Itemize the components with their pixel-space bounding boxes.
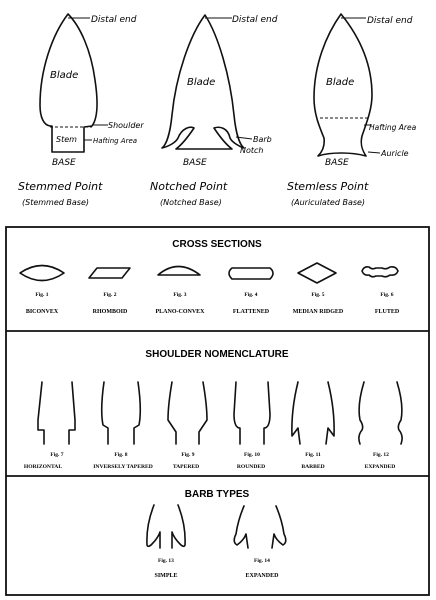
rounded-shoulder-shape [234,382,270,444]
horizontal-shoulder-shape [38,382,75,444]
fig-label: Fig. 4 [244,292,258,298]
fig-label: Fig. 11 [305,452,321,458]
biconvex-shape [20,266,64,281]
shoulder-name: HORIZONTAL [23,464,63,470]
fig-label: Fig. 13 [158,558,174,564]
shoulder-captions [24,452,395,470]
fig-label: Fig. 9 [181,452,195,458]
plano-convex-shape [158,267,200,276]
fig-label: Fig. 7 [50,452,64,458]
cross-section-name: BICONVEX [25,309,59,315]
reference-panel-frame [6,227,429,595]
cross-section-shapes [20,263,398,283]
fig-label: Fig. 3 [173,292,187,298]
shoulder-nomenclature-title: SHOULDER NOMENCLATURE [145,349,289,360]
notched-point-title: Notched Point [150,180,228,193]
auricle-leader [368,152,380,153]
shoulder-name: EXPANDED [364,464,396,470]
barb-label: Barb [253,135,272,144]
stemless-point-figure [314,14,417,168]
distal-label: Distal end [91,15,137,25]
shoulder-shapes [38,382,402,444]
simple-barb-shape [147,505,185,548]
stemmed-point-outline [40,14,97,152]
fluted-shape [362,267,398,277]
tapered-shoulder-shape [168,382,207,444]
hafting-label: Hafting Area [93,137,138,145]
distal-label: Distal end [367,16,413,26]
base-label: BASE [183,158,207,168]
fig-label: Fig. 6 [380,292,394,298]
fig-label: Fig. 2 [103,292,117,298]
cross-section-name: PLANO-CONVEX [155,309,205,315]
auricle-label: Auricle [381,149,409,158]
stem-label: Stem [56,135,77,144]
shoulder-name: BARBED [301,464,325,470]
blade-label: Blade [187,77,216,88]
stemless-point-title: Stemless Point [287,180,369,193]
blade-label: Blade [50,70,79,81]
stemmed-point-subtitle: (Stemmed Base) [22,198,89,207]
cross-section-name: MEDIAN RIDGED [292,309,344,315]
base-label: BASE [52,158,76,168]
cross-section-captions [26,292,400,315]
notched-point-subtitle: (Notched Base) [160,198,222,207]
notch-label: Notch [240,146,264,155]
fig-label: Fig. 14 [254,558,270,564]
fig-label: Fig. 1 [35,292,49,298]
distal-label: Distal end [232,15,278,25]
barbed-shoulder-shape [292,382,334,444]
hafting-label: Hafting Area [369,123,417,132]
cross-section-name: RHOMBOID [92,309,128,315]
barb-name: EXPANDED [245,573,279,579]
blade-label: Blade [326,77,355,88]
shoulder-name: TAPERED [172,464,200,470]
fig-label: Fig. 5 [311,292,325,298]
shoulder-name: INVERSELY TAPERED [93,464,153,470]
shoulder-name: ROUNDED [236,464,266,470]
cross-section-name: FLATTENED [232,309,270,315]
base-label: BASE [325,158,349,168]
barb-captions [154,558,279,579]
fig-label: Fig. 12 [373,452,389,458]
expanded-barb-shape [234,506,286,548]
fig-label: Fig. 8 [114,452,128,458]
inversely-tapered-shoulder-shape [102,382,141,444]
stemmed-point-title: Stemmed Point [18,180,103,193]
flattened-shape [229,268,273,279]
cross-section-name: FLUTED [374,309,400,315]
stemless-point-subtitle: (Auriculated Base) [291,198,366,207]
shoulder-label: Shoulder [108,121,144,130]
cross-sections-title: CROSS SECTIONS [172,239,262,250]
fig-label: Fig. 10 [244,452,260,458]
notched-point-figure [162,15,278,168]
rhomboid-shape [89,268,130,278]
barb-name: SIMPLE [154,573,178,579]
stemmed-point-figure [40,14,144,168]
median-ridged-shape [298,263,336,283]
expanded-shoulder-shape [359,382,402,444]
barb-shapes [147,505,286,548]
barb-types-title: BARB TYPES [184,489,250,500]
